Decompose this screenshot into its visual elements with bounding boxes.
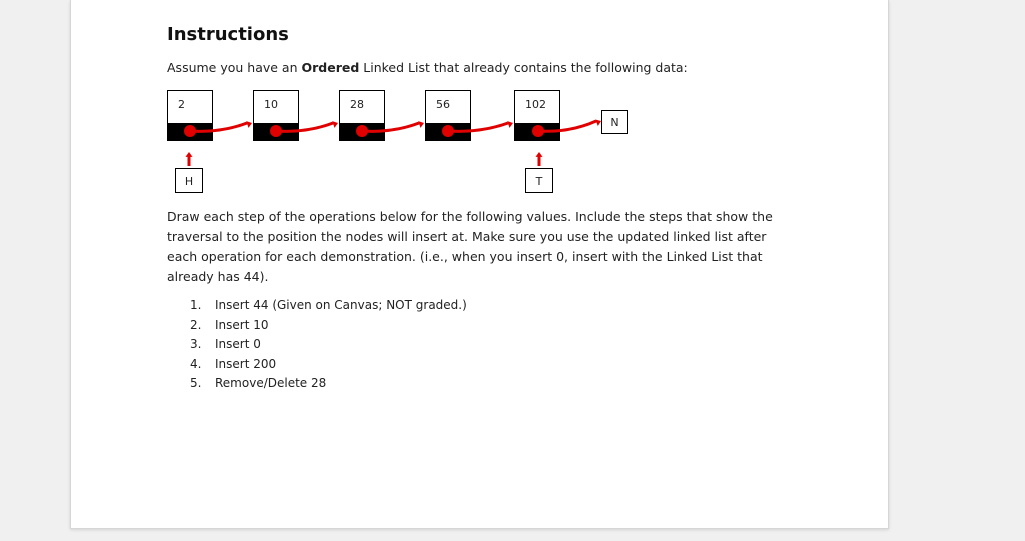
intro-before: Assume you have an — [167, 60, 302, 75]
item-text: Insert 10 — [215, 317, 269, 332]
item-text: Insert 44 (Given on Canvas; NOT graded.) — [215, 298, 467, 312]
list-item — [190, 335, 467, 355]
list-item — [190, 374, 467, 394]
item-text: Insert 200 — [215, 356, 277, 371]
intro-after: Linked List that already contains the following data: — [359, 60, 688, 75]
intro-bold-word: Ordered — [301, 60, 360, 75]
item-number: 1. — [190, 298, 202, 312]
item-text: Remove/Delete 28 — [215, 376, 327, 391]
node-value: 10 — [264, 98, 278, 111]
pointer-arrowhead — [595, 119, 601, 126]
node-value: 102 — [525, 98, 546, 111]
list-item — [190, 296, 467, 316]
null-label: N — [601, 110, 628, 134]
pointer-arrow-line — [190, 123, 247, 131]
node-value: 2 — [178, 98, 185, 111]
item-number: 2. — [190, 317, 202, 332]
item-number: 3. — [190, 337, 202, 352]
page-title: Instructions — [167, 24, 289, 45]
pointer-arrow-line — [538, 121, 596, 131]
list-item — [190, 355, 467, 375]
pointer-arrow-line — [448, 123, 508, 131]
head-label: H — [175, 168, 203, 193]
node-value: 28 — [350, 98, 364, 111]
pointer-arrow-line — [276, 123, 333, 131]
tail-label: T — [525, 168, 553, 193]
operations-list — [190, 296, 467, 394]
item-number: 5. — [190, 376, 202, 391]
node-value: 56 — [436, 98, 450, 111]
list-item — [190, 316, 467, 336]
item-number: 4. — [190, 356, 202, 371]
up-arrowhead — [535, 152, 542, 157]
pointer-arrow-line — [362, 123, 419, 131]
item-text: Insert 0 — [215, 337, 261, 352]
instructions-paragraph: Draw each step of the operations below for the following values. Include the steps that show the traversal to the position the nodes will insert at. Make sure you use the updated linked list after each operation for each demonstration. (i.e., when you insert 0, insert with the Linked List that already has 44). — [167, 209, 773, 284]
up-arrowhead — [185, 152, 192, 157]
